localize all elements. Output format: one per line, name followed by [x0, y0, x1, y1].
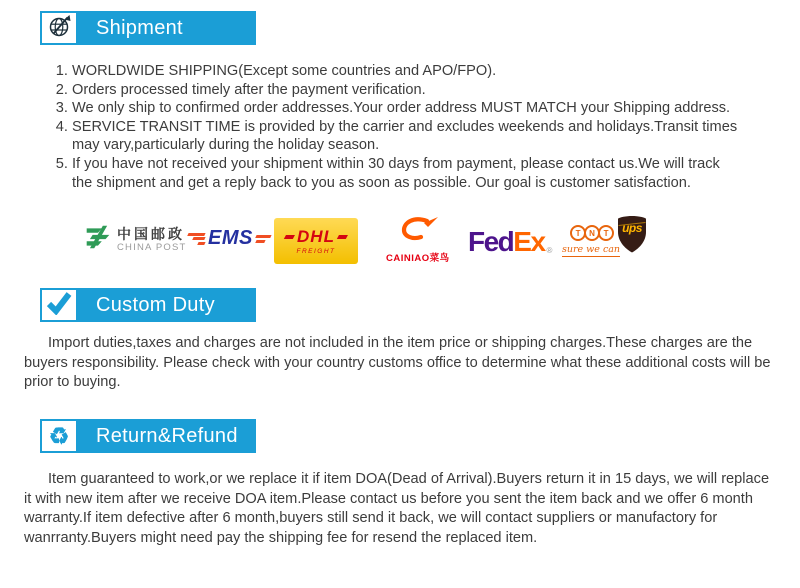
dhl-label: DHL: [297, 227, 335, 246]
tnt-logo: [562, 225, 620, 257]
cainiao-logo: [386, 215, 450, 264]
shipment-policy-list: [34, 62, 740, 192]
fedex-logo: [468, 226, 552, 258]
tnt-letter-t2: T: [598, 225, 614, 241]
china-post-emblem-icon: [84, 223, 112, 256]
dhl-logo: [274, 218, 358, 264]
dhl-freight-label: FREIGHT: [296, 248, 336, 255]
custom-duty-body: Import duties,taxes and charges are not included in the item price or shipping charges.These charges are the buyers responsibility. Please check with your country customs office to determine what these additional costs will be prior to buying.: [24, 335, 771, 390]
shipment-item-5: 5. If you have not received your shipment within 30 days from payment, please contact us.We will track the shipment and get a reply back to you as soon as possible. Our goal is customer satisfaction.: [72, 155, 740, 192]
ups-shield-icon: [617, 242, 647, 259]
recycle-icon: ♻: [48, 422, 70, 449]
fedex-registered-mark: ®: [546, 246, 553, 255]
cainiao-bird-icon: [395, 215, 441, 250]
cainiao-label: CAINIAO菜鸟: [386, 253, 450, 264]
shipment-section-header: [40, 11, 256, 45]
shipment-item-1: 1. WORLDWIDE SHIPPING(Except some countries and APO/FPO).: [72, 62, 740, 81]
return-refund-title: Return&Refund: [78, 419, 256, 453]
shipment-item-2: 2. Orders processed timely after the payment verification.: [72, 81, 740, 100]
dhl-dash-icon: [284, 235, 295, 239]
ems-speed-lines-right-icon: [256, 235, 271, 242]
ups-label: ups: [622, 221, 642, 235]
tnt-circles-icon: [570, 225, 612, 241]
carrier-logos-row: [0, 211, 800, 271]
return-refund-icon-box: [40, 419, 78, 453]
shipment-item-3: 3. We only ship to confirmed order addresses.Your order address MUST MATCH your Shipping address.: [72, 99, 740, 118]
dhl-dash-icon: [337, 235, 348, 239]
shipment-icon-box: [40, 11, 78, 45]
ems-speed-lines-left-icon: [188, 233, 205, 245]
custom-duty-icon-box: [40, 288, 78, 322]
ups-logo: [617, 215, 647, 255]
checkmark-icon: [46, 291, 72, 320]
shipment-item-4: 4. SERVICE TRANSIT TIME is provided by the carrier and excludes weekends and holidays.Transit times may vary,particularly during the holiday season.: [72, 118, 740, 155]
fedex-ex-label: Ex: [513, 226, 545, 257]
tnt-letter-t1: T: [570, 225, 586, 241]
return-refund-body: Item guaranteed to work,or we replace it if item DOA(Dead of Arrival).Buyers return it in 15 days, we will replace it with new item after we receive DOA item.Please contact us before you sent the item back and we offer 6 month warranty.If item defective after 6 month,buyers still send it back, we will contact suppliers or manufactory for wanrranty.Buyers might need pay the shipping fee for resend the replaced item.: [24, 471, 770, 546]
china-post-en-label: CHINA POST: [117, 241, 187, 253]
shipment-title: Shipment: [78, 11, 256, 45]
china-post-cn-label: 中国邮政: [117, 225, 185, 242]
return-refund-section-header: [40, 419, 256, 453]
fedex-fed-label: Fed: [468, 226, 514, 257]
globe-arrow-icon: [46, 13, 72, 44]
tnt-tagline: sure we can: [562, 244, 621, 255]
ems-logo: [188, 227, 271, 250]
tnt-letter-n: N: [584, 225, 600, 241]
custom-duty-title: Custom Duty: [78, 288, 256, 322]
custom-duty-section-header: [40, 288, 256, 322]
china-post-logo: [84, 223, 187, 256]
ems-label: EMS: [208, 227, 253, 249]
